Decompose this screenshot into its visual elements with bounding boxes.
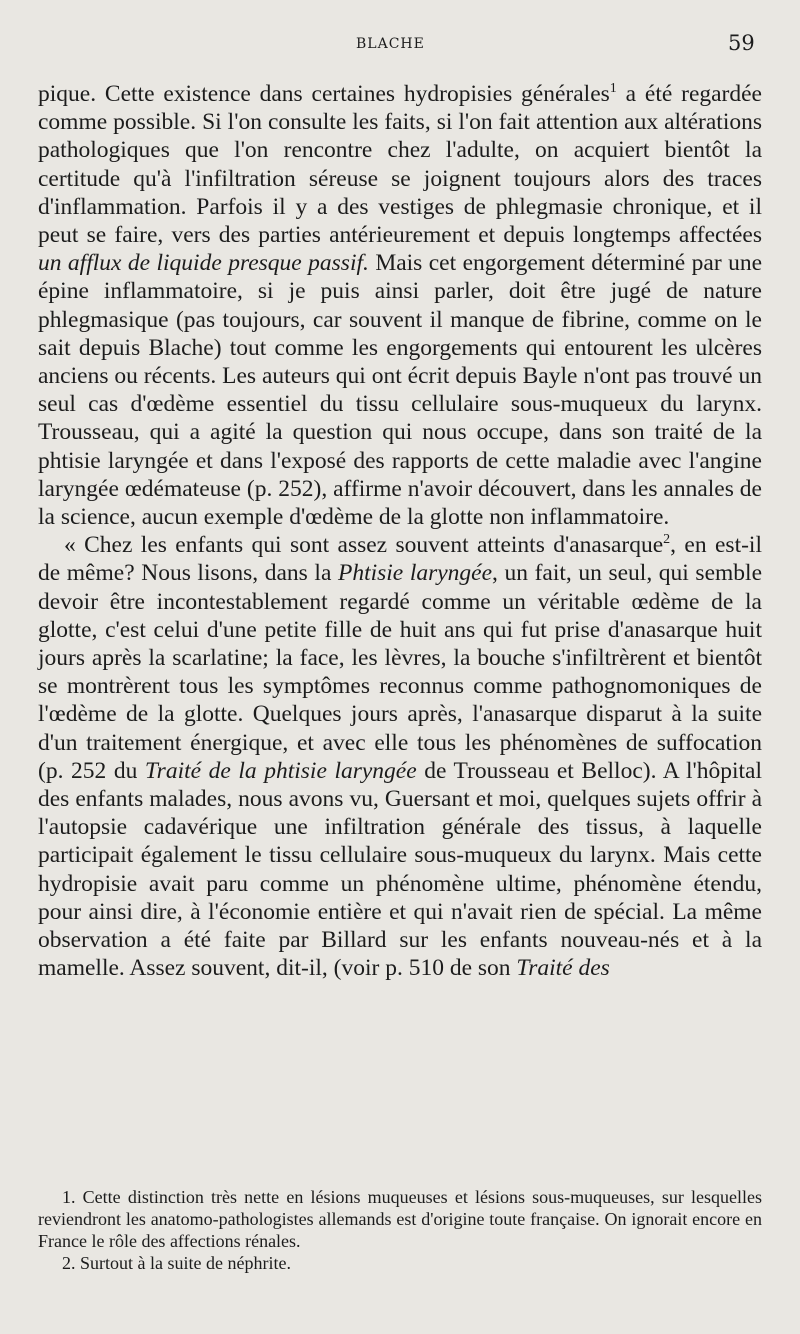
footnote-1: 1. Cette distinction très nette en lésions muqueuses et lésions sous-muqueuses, sur lesquelles reviendront les anatomo-pathologistes allemands est d'origine toute française. On ignorait encore en France le rôle des affections rénales. xyxy=(38,1187,762,1251)
p2-text-1: « Chez les enfants qui sont assez souvent atteints d'anasarque xyxy=(64,532,664,559)
page-number: 59 xyxy=(728,31,755,55)
p1-italic-1: un afflux de liquide presque passif. xyxy=(38,250,369,277)
paragraph-2 xyxy=(38,531,762,982)
p1-text-2: a été regardée comme possible. Si l'on consulte les faits, si l'on fait attention aux altérations pathologiques que l'on rencontre chez l'adulte, on acquiert bientôt la certitude qu'à l'infiltration séreuse se joignent toujours alors des traces d'inflammation. Parfois il y a des vestiges de phlegmasie chronique, et il peut se faire, vers des parties antérieurement et depuis longtemps affectées xyxy=(38,81,762,249)
p2-text-2: , en est-il de même? Nous lisons, dans la xyxy=(38,532,762,587)
p2-italic-1: Phtisie laryngée xyxy=(337,560,493,587)
body-text xyxy=(38,80,762,983)
running-title: BLACHE xyxy=(356,36,425,52)
footnote-ref-2: 2 xyxy=(663,532,671,548)
footnotes xyxy=(38,1186,762,1274)
p1-text-3: Mais cet engorgement déterminé par une épine inflammatoire, si je puis ainsi parler, doit être jugé de nature phlegmasique (pas toujours, car souvent il manque de fibrine, comme on le sait depuis Blache) tout comme les engorgements qui entourent les ulcères anciens ou récents. Les auteurs qui ont écrit depuis Bayle n'ont pas trouvé un seul cas d'œdème essentiel du tissu cellulaire sous-muqueux du larynx. Trousseau, qui a agité la question qui nous occupe, dans son traité de la phtisie laryngée et dans l'exposé des rapports de cette maladie avec l'angine laryngée œdémateuse (p. 252), affirme n'avoir découvert, dans les annales de la science, aucun exemple d'œdème de la glotte non inflammatoire. xyxy=(38,250,763,531)
footnote-2: 2. Surtout à la suite de néphrite. xyxy=(62,1253,291,1273)
footnote-ref-1: 1 xyxy=(609,81,617,97)
p1-text-1: pique. Cette existence dans certaines hydropisies générales xyxy=(38,81,610,107)
p2-text-4: de Trousseau et Belloc). A l'hôpital des enfants malades, nous avons vu, Guersant et moi, quelques sujets offrir à l'autopsie cadavérique une infiltration générale des tissus, à laquelle participait également le tissu cellulaire sous-muqueux du larynx. Mais cette hydropisie avait paru comme un phénomène ultime, phénomène étendu, pour ainsi dire, à l'économie entière et qui n'avait rien de spécial. La même observation a été faite par Billard sur les enfants nouveau-nés et à la mamelle. Assez souvent, dit-il, (voir p. 510 de son xyxy=(38,757,762,982)
p2-text-3: , un fait, un seul, qui semble devoir être incontestablement regardé comme un véritable œdème de la glotte, c'est celui d'une petite fille de huit ans qui fut prise d'anasarque huit jours après la scarlatine; la face, les lèvres, la bouche s'infiltrèrent et bientôt se montrèrent tous les symptômes reconnus comme pathognomoniques de l'œdème de la glotte. Quelques jours après, l'anasarque disparut à la suite d'un traitement énergique, et avec elle tous les phénomènes de suffocation (p. 252 du xyxy=(38,560,762,784)
p2-italic-3: Traité des xyxy=(516,955,610,982)
paragraph-1 xyxy=(38,80,762,531)
p2-italic-2: Traité de la phtisie laryngée xyxy=(144,757,417,784)
